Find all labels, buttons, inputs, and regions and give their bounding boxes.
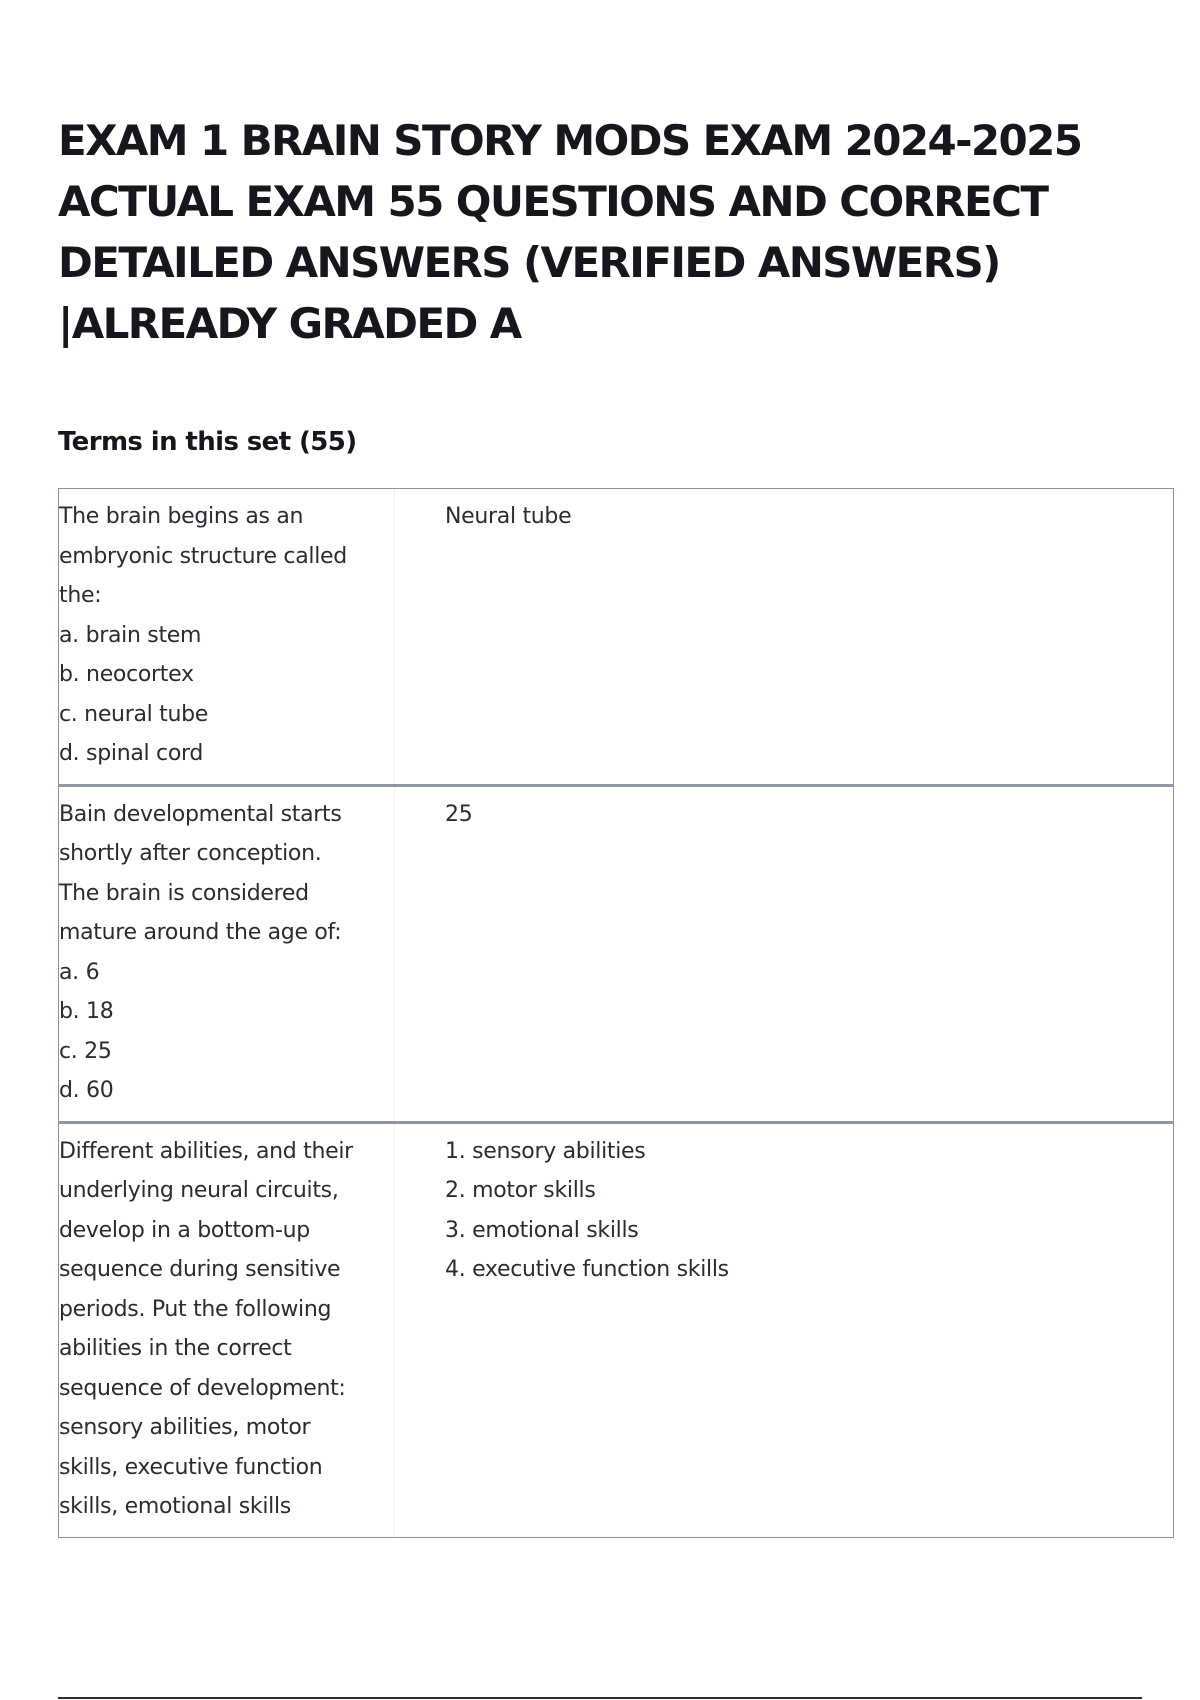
term-line: The brain is considered <box>59 880 309 906</box>
term-line: abilities in the correct <box>59 1336 292 1361</box>
answer-line: 4. executive function skills <box>445 1257 729 1282</box>
term-row <box>59 784 1173 1121</box>
term-line: d. 60 <box>59 1078 114 1103</box>
terms-table <box>58 488 1174 1538</box>
term-line: the: <box>59 583 102 608</box>
term-answer <box>395 489 1173 784</box>
term-line: d. spinal cord <box>59 741 203 766</box>
term-line: b. 18 <box>59 999 114 1024</box>
term-question <box>59 489 395 784</box>
term-line: embryonic structure called <box>59 543 347 569</box>
term-row <box>59 1121 1173 1537</box>
term-line: Bain developmental starts <box>59 801 342 827</box>
term-question <box>59 1124 395 1537</box>
answer-line: 1. sensory abilities <box>445 1138 646 1164</box>
title-line: |ALREADY GRADED A <box>58 299 521 348</box>
term-line: The brain begins as an <box>59 504 304 529</box>
title-line: ACTUAL EXAM 55 QUESTIONS AND CORRECT <box>58 177 1048 226</box>
document-title <box>58 110 1168 354</box>
footer-divider <box>58 1697 1142 1699</box>
title-line: EXAM 1 BRAIN STORY MODS EXAM 2024-2025 <box>58 116 1082 165</box>
term-line: Different abilities, and their <box>59 1138 353 1164</box>
term-question <box>59 787 395 1121</box>
term-answer <box>395 1124 1173 1537</box>
answer-line: 2. motor skills <box>445 1178 596 1203</box>
answer-line: Neural tube <box>445 504 572 529</box>
answer-line: 3. emotional skills <box>445 1217 639 1243</box>
term-line: skills, executive function <box>59 1454 323 1480</box>
term-line: sequence of development: <box>59 1375 346 1401</box>
term-line: c. 25 <box>59 1038 112 1064</box>
term-line: c. neural tube <box>59 701 209 727</box>
title-line: DETAILED ANSWERS (VERIFIED ANSWERS) <box>58 238 1000 287</box>
term-line: a. brain stem <box>59 622 202 648</box>
term-line: develop in a bottom-up <box>59 1217 310 1243</box>
term-line: mature around the age of: <box>59 920 342 945</box>
term-line: a. 6 <box>59 959 100 985</box>
term-line: sensory abilities, motor <box>59 1415 311 1440</box>
term-line: underlying neural circuits, <box>59 1178 339 1203</box>
term-line: skills, emotional skills <box>59 1494 291 1519</box>
terms-set-heading: Terms in this set (55) <box>58 427 357 457</box>
term-row <box>59 489 1173 784</box>
term-answer <box>395 787 1173 1121</box>
term-line: periods. Put the following <box>59 1296 332 1322</box>
answer-line: 25 <box>445 801 473 827</box>
term-line: shortly after conception. <box>59 841 322 866</box>
term-line: sequence during sensitive <box>59 1257 341 1282</box>
term-line: b. neocortex <box>59 662 194 687</box>
